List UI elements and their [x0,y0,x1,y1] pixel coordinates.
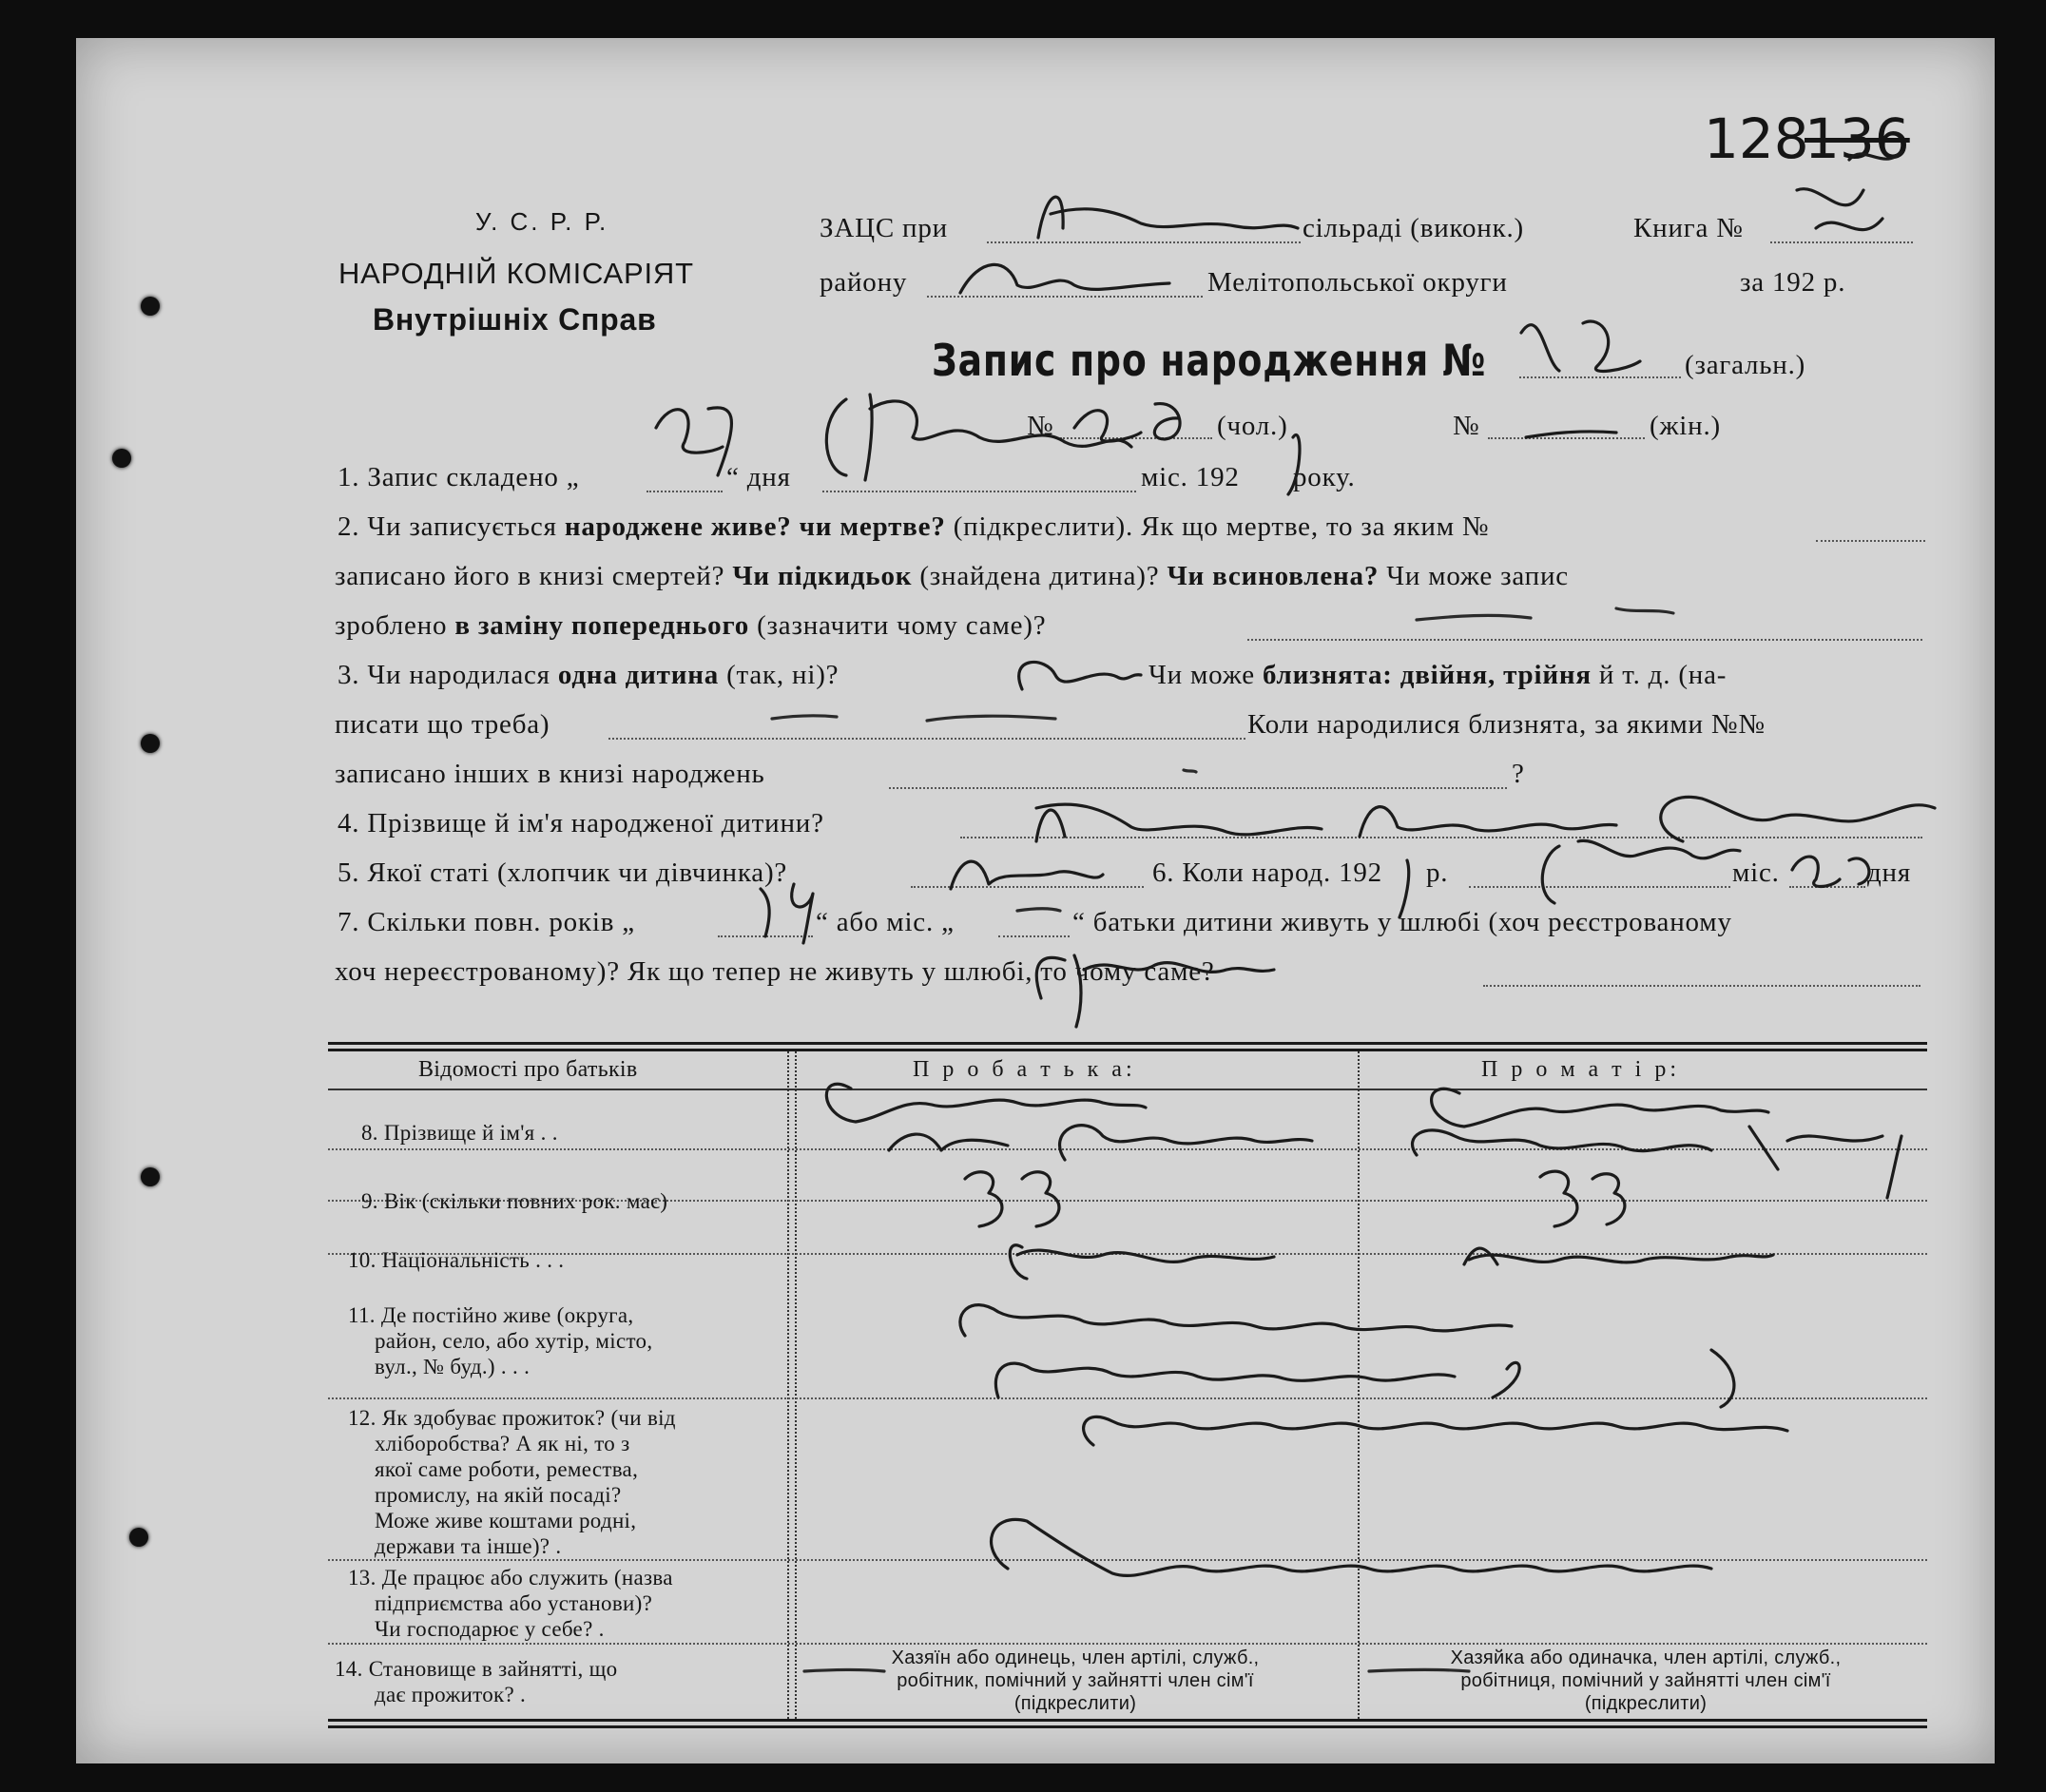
handwriting [1521,321,1640,371]
q3-text-f: й т. д. (на- [1598,660,1728,690]
q1-year-label: року. [1293,462,1356,492]
handwriting [1540,1171,1625,1226]
okrug-label: Мелітопольської округи [1207,267,1508,298]
q3-line3b: ? [1512,759,1525,789]
q7-text-a: 7. Скільки повн. років „ [338,907,635,937]
q1-day-label: “ дня [726,462,791,492]
handwriting [656,408,731,475]
row-label-line: підприємства або установи)? [375,1591,653,1615]
q3-line2b: Коли народилися близнята, за якими №№ [1247,709,1766,740]
row-label-nationality: 10. Національність . . . [348,1248,565,1272]
q2-text-c: (підкреслити). Як що мертве, то за яким № [953,511,1490,542]
handwriting [1074,404,1180,442]
q2-text-d: записано його в книзі смертей? [335,561,725,591]
occupation-line: Хазяйка або одиначка, член артілі, служб., [1450,1647,1842,1668]
row-label-line: 11. Де постійно живе (округа, [348,1303,634,1327]
q2-text-e: Чи підкидьок [732,561,913,591]
q3-line2a: писати що треба) [335,709,550,740]
general-label: (загальн.) [1685,350,1806,380]
handwriting [1036,804,1322,841]
q7-text-d: хоч нереєстрованому)? Як що тепер не живуть у шлюбі, то чому саме? [335,956,1215,987]
corner-number: 128 [1704,106,1809,171]
handwriting [1542,840,1740,903]
row-label-line: 14. Становище в зайнятті, що [335,1657,618,1681]
q3-text-c: (так, ні)? [726,660,840,690]
handwriting [772,716,1055,721]
handwriting [826,1084,1146,1122]
handwriting [1017,909,1060,911]
q6-month-label: міс. [1732,857,1780,888]
q4-text: 4. Прізвище й ім'я народженої дитини? [338,808,824,838]
row-label-line: держави та інше)? . [375,1534,562,1558]
handwriting [965,1172,1059,1226]
handwriting [951,861,1103,889]
q6-text: 6. Коли народ. 192 [1152,857,1382,888]
handwriting [1019,662,1141,689]
q2-text-j: в заміну попереднього [454,610,750,641]
handwriting [1417,608,1673,620]
col-header-father: П р о б а т ь к а: [913,1057,1136,1082]
handwriting [1184,770,1196,772]
q2-text-f: (знайдена дитина)? [919,561,1160,591]
q2-text-h: Чи може запис [1386,561,1569,591]
q7-text-c: “ батьки дитини живуть у шлюбі (хоч реєстрованому [1072,907,1732,937]
row-label-line: 12. Як здобуває прожиток? (чи від [348,1406,676,1430]
handwriting [1464,1248,1773,1264]
handwriting [1526,432,1616,437]
q5-text: 5. Якої статі (хлопчик чи дівчинка)? [338,857,788,888]
year-label: за 192 р. [1740,267,1846,298]
q2-text-k: (зазначити чому саме)? [757,610,1047,641]
corner-number-struck: 136 [1805,106,1910,171]
handwriting [1084,1416,1787,1445]
ussr-label: У. С. Р. Р. [475,207,609,236]
district-label: району [820,267,908,298]
q2-text-a: 2. Чи записується [338,511,557,542]
zags-suffix: сільраді (виконк.) [1303,213,1524,243]
occupation-line: (підкреслити) [1584,1693,1708,1714]
occupation-line: робітниця, помічний у зайнятті член сім'ї [1460,1670,1831,1691]
row-label-line: промислу, на якій посаді? [375,1483,622,1507]
q2-text-g: Чи всиновлена? [1167,561,1380,591]
row-label-line: 13. Де працює або служить (назва [348,1566,673,1590]
handwriting [995,1350,1734,1407]
q1-month-label: міс. 192 [1141,462,1240,492]
row-label-line: якої саме роботи, ремества, [375,1457,639,1481]
handwriting [1849,152,1901,160]
row-label-line: хліборобства? А як ні, то з [375,1432,630,1455]
q3-text-b: одна дитина [557,660,720,690]
q3-text-e: близнята: двійня, трійня [1262,660,1592,690]
handwriting [1432,1089,1768,1127]
handwriting [960,1305,1512,1336]
row-label-line: дає прожиток? . [375,1683,527,1706]
internal-affairs-label: Внутрішніх Справ [373,302,657,337]
handwriting [1399,860,1409,917]
occupation-line: (підкреслити) [1013,1693,1137,1714]
handwriting [1036,955,1274,1027]
occupation-line: Хазяїн або одинець, член артілі, служб., [891,1647,1260,1668]
q2-text-i: зроблено [335,610,448,641]
q2-text-b: народжене живе? чи мертве? [564,511,946,542]
handwriting [1010,1245,1274,1279]
handwriting [1797,189,1882,230]
zags-prefix: ЗАЦС при [820,213,948,243]
male-number-label: № [1027,411,1054,441]
male-label: (чол.) [1217,411,1288,441]
handwriting [889,1126,1312,1160]
col-header-info: Відомості про батьків [418,1057,638,1082]
handwriting [1413,1127,1901,1198]
female-label: (жін.) [1650,411,1721,441]
q6-day-label: дня [1867,857,1912,888]
book-label: Книга № [1633,213,1744,243]
handwriting [761,884,813,943]
row-label-surname: 8. Прізвище й ім'я . . [361,1121,558,1145]
handwriting [1792,857,1869,886]
q6-year-label: р. [1426,857,1449,888]
row-label-age: 9. Вік (скільки повних рок. має) [361,1189,668,1213]
record-title: Запис про народження № [932,335,1487,386]
row-label-line: район, село, або хутір, місто, [375,1329,653,1353]
commissariat-label: НАРОДНІЙ КОМІСАРІЯТ [338,257,694,290]
handwriting [960,264,1169,293]
handwriting [992,1519,1711,1575]
q3-text-a: 3. Чи народилася [338,660,550,690]
q3-text-d: Чи може [1148,660,1255,690]
handwriting [826,395,1131,480]
row-label-line: Чи господарює у себе? . [375,1617,605,1641]
handwriting [1038,197,1298,238]
col-header-mother: П р о м а т і р: [1481,1057,1680,1082]
female-number-label: № [1453,411,1480,441]
q7-text-b: “ або міс. „ [816,907,955,937]
q3-line3a: записано інших в книзі народжень [335,759,765,789]
handwriting [1360,807,1616,837]
row-label-line: Може живе коштами родні, [375,1509,637,1532]
occupation-line: робітник, помічний у зайнятті член сім'ї [897,1670,1254,1691]
handwriting [1288,434,1300,494]
handwriting [1661,797,1935,841]
q1-text: 1. Запис складено „ [338,462,580,492]
handwriting [804,1670,1469,1672]
row-label-line: вул., № буд.) . . . [375,1355,531,1378]
